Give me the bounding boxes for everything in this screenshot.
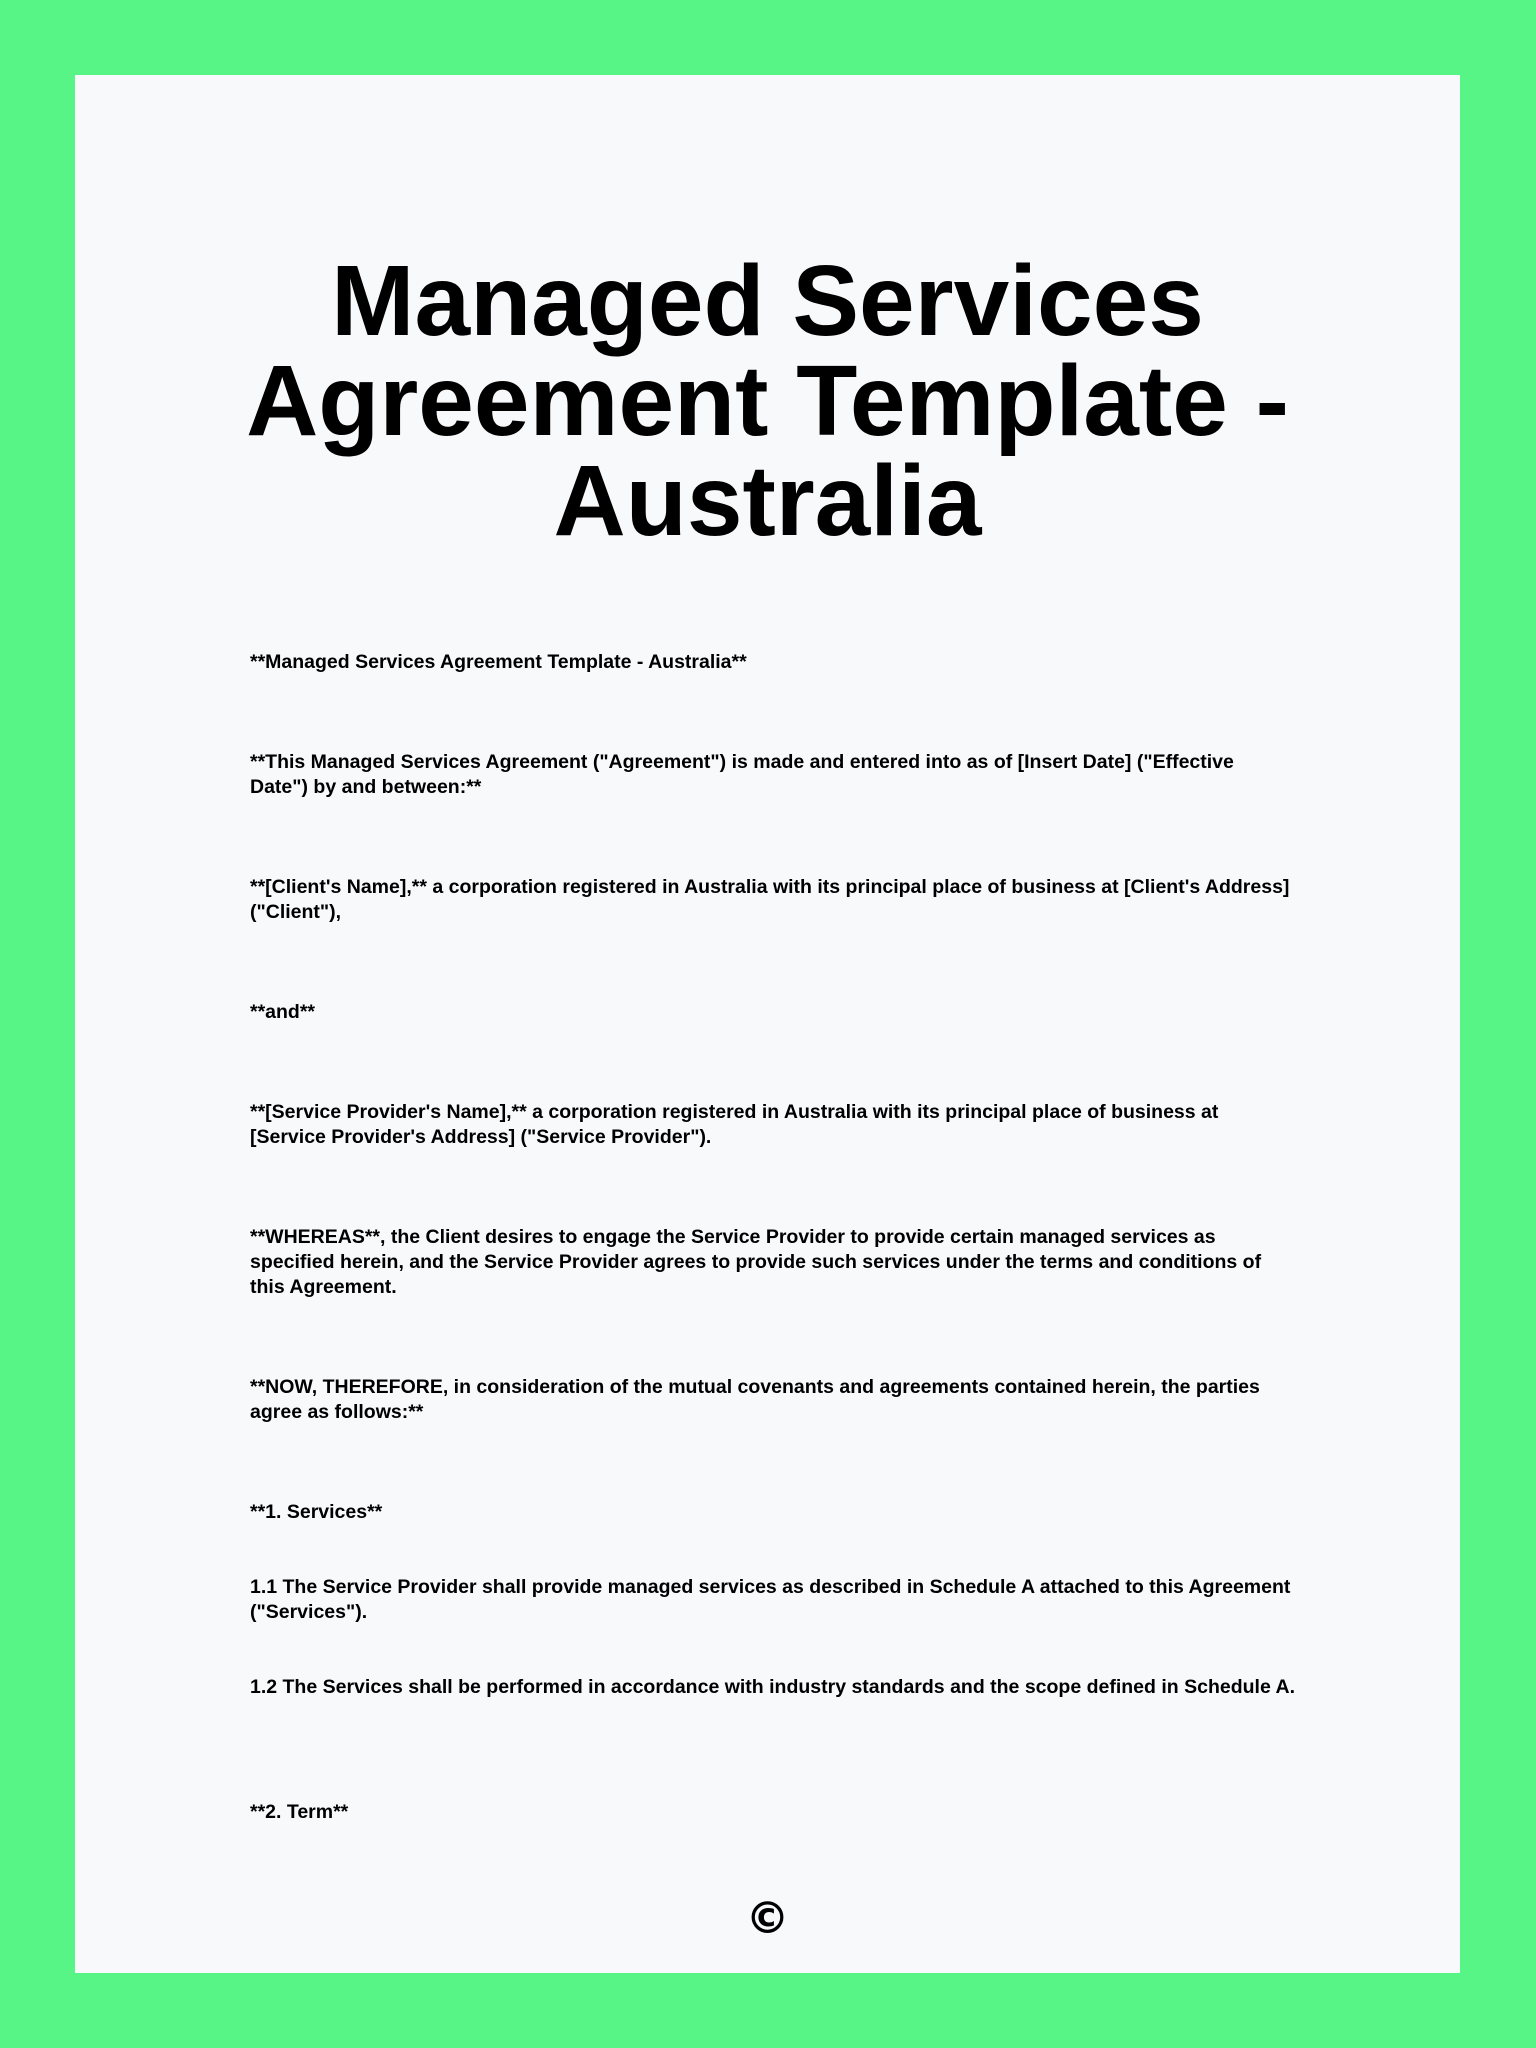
section-heading-term: **2. Term** bbox=[250, 1801, 349, 1823]
section-heading-services: **1. Services** bbox=[250, 1501, 383, 1523]
clause-1-2: 1.2 The Services shall be performed in accordance with industry standards and the scope defined in Schedule A. bbox=[250, 1676, 1295, 1698]
paragraph-heading: **Managed Services Agreement Template - Australia** bbox=[250, 651, 747, 673]
paragraph-service-provider: **[Service Provider's Name],** a corporation registered in Australia with its principal place of business at [Service Provider's Address] ("Service Provider"). bbox=[250, 1101, 1219, 1148]
paragraph-client: **[Client's Name],** a corporation registered in Australia with its principal place of business at [Client's Address] ("Client"), bbox=[250, 876, 1290, 923]
clause-1-1: 1.1 The Service Provider shall provide managed services as described in Schedule A attached to this Agreement ("Services"). bbox=[250, 1576, 1291, 1623]
paragraph-preamble: **This Managed Services Agreement ("Agreement") is made and entered into as of [Insert Date] ("Effective Date") by and between:** bbox=[250, 751, 1234, 798]
document-page bbox=[75, 75, 1460, 1973]
paragraph-whereas: **WHEREAS**, the Client desires to engage the Service Provider to provide certain managed services as specified herein, and the Service Provider agrees to provide such services under the terms and conditions of this Agreement. bbox=[250, 1226, 1262, 1298]
copyright-icon: © bbox=[745, 1893, 790, 1944]
document-title: Managed Services Agreement Template - Australia bbox=[246, 245, 1289, 557]
paragraph-and: **and** bbox=[250, 1001, 316, 1023]
paragraph-now-therefore: **NOW, THEREFORE, in consideration of the mutual covenants and agreements contained herein, the parties agree as follows:** bbox=[250, 1376, 1260, 1423]
